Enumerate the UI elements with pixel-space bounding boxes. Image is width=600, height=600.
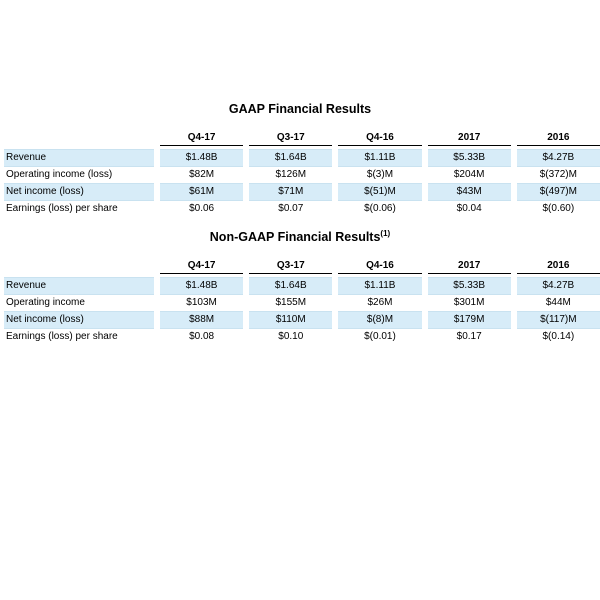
non-gaap-col-header: Q4-17 [160,258,243,274]
row-label: Net income (loss) [4,312,154,329]
non-gaap-table [4,258,600,345]
table-cell: $1.11B [338,150,421,167]
table-row [4,201,600,218]
table-cell: $5.33B [428,150,511,167]
non-gaap-section [4,229,596,345]
gaap-col-header: Q3-17 [249,130,332,146]
table-row [4,184,600,201]
table-cell: $88M [160,312,243,329]
gaap-col-header: 2016 [517,130,600,146]
gaap-table [4,130,600,217]
table-row [4,167,600,184]
table-cell: $44M [517,295,600,312]
table-cell: $(0.60) [517,201,600,218]
row-label: Operating income [4,295,154,312]
table-cell: $155M [249,295,332,312]
table-cell: $1.48B [160,278,243,295]
footnote-marker: (1) [380,229,391,238]
table-cell: $82M [160,167,243,184]
row-label: Revenue [4,278,154,295]
table-cell: $71M [249,184,332,201]
gaap-header-blank [4,130,154,146]
table-cell: $5.33B [428,278,511,295]
gaap-col-header: Q4-17 [160,130,243,146]
gaap-title-text: GAAP Financial Results [228,102,372,116]
table-cell: $1.48B [160,150,243,167]
table-cell: $110M [249,312,332,329]
table-cell: $(0.14) [517,329,600,346]
table-cell: $1.64B [249,278,332,295]
row-label: Net income (loss) [4,184,154,201]
gaap-col-header: 2017 [428,130,511,146]
table-cell: $(372)M [517,167,600,184]
table-cell: $(0.01) [338,329,421,346]
table-cell: $4.27B [517,278,600,295]
table-cell: $(51)M [338,184,421,201]
row-label: Operating income (loss) [4,167,154,184]
table-cell: $26M [338,295,421,312]
table-row [4,295,600,312]
table-cell: $(8)M [338,312,421,329]
non-gaap-header-row [4,258,600,274]
table-cell: $0.04 [428,201,511,218]
table-cell: $103M [160,295,243,312]
gaap-title [4,101,596,117]
table-cell: $179M [428,312,511,329]
row-label: Revenue [4,150,154,167]
table-row [4,278,600,295]
table-cell: $(3)M [338,167,421,184]
non-gaap-col-header: 2017 [428,258,511,274]
table-row [4,329,600,346]
table-row [4,312,600,329]
non-gaap-col-header: Q4-16 [338,258,421,274]
gaap-header-row [4,130,600,146]
gaap-section [4,101,596,217]
table-cell: $204M [428,167,511,184]
non-gaap-col-header: 2016 [517,258,600,274]
non-gaap-col-header: Q3-17 [249,258,332,274]
table-cell: $0.17 [428,329,511,346]
table-cell: $0.08 [160,329,243,346]
table-row [4,150,600,167]
table-cell: $(117)M [517,312,600,329]
table-cell: $43M [428,184,511,201]
table-cell: $126M [249,167,332,184]
table-cell: $0.07 [249,201,332,218]
table-cell: $0.10 [249,329,332,346]
gaap-col-header: Q4-16 [338,130,421,146]
non-gaap-header-blank [4,258,154,274]
row-label: Earnings (loss) per share [4,201,154,218]
table-cell: $1.11B [338,278,421,295]
table-cell: $(0.06) [338,201,421,218]
table-cell: $61M [160,184,243,201]
table-cell: $(497)M [517,184,600,201]
non-gaap-title-text: Non-GAAP Financial Results [209,230,381,244]
non-gaap-title [4,229,596,245]
table-cell: $1.64B [249,150,332,167]
table-cell: $0.06 [160,201,243,218]
row-label: Earnings (loss) per share [4,329,154,346]
table-cell: $301M [428,295,511,312]
table-cell: $4.27B [517,150,600,167]
